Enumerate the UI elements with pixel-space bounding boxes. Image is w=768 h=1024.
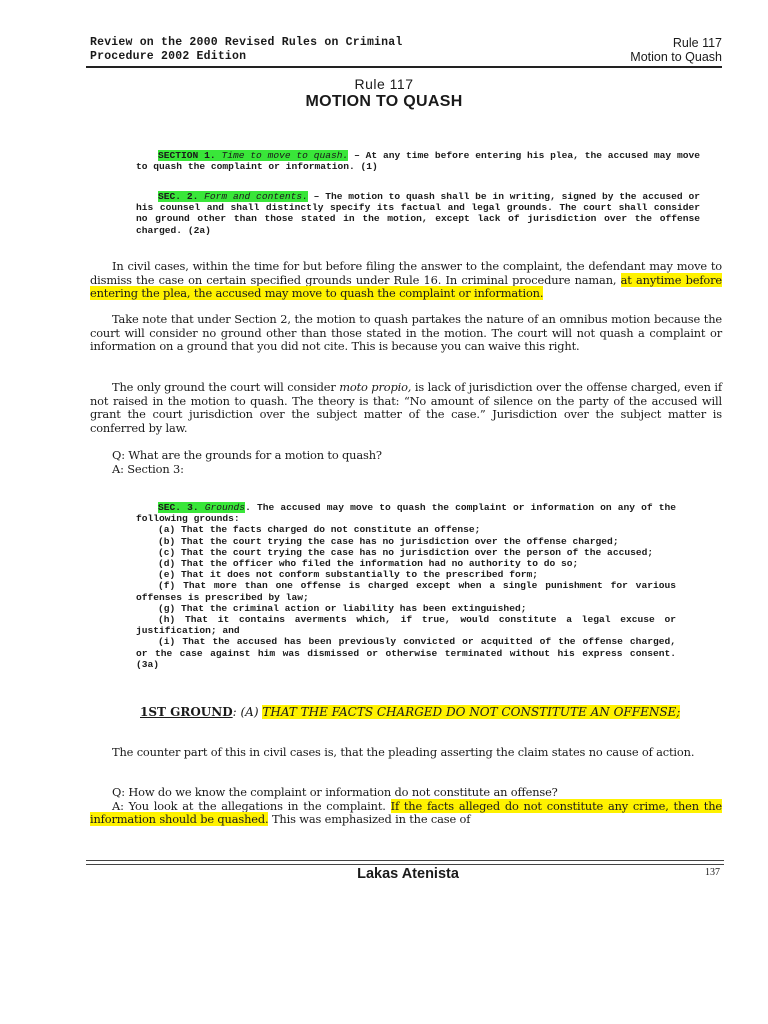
section-2-label-highlight — [158, 191, 308, 202]
section-3-provision — [136, 502, 676, 670]
qa-no-offense-answer-after: This was emphasized in the case of — [268, 812, 471, 827]
section-1-label-highlight — [158, 150, 348, 161]
first-ground-prefix: : (A) — [232, 705, 263, 719]
ground-item-e: (e) That it does not conform substantially to the prescribed form; — [158, 569, 538, 581]
paragraph-civil-counterpart-text: The counter part of this in civil cases is, that the pleading asserting the claim states no cause of action. — [112, 745, 695, 759]
first-ground-highlight: THAT THE FACTS CHARGED DO NOT CONSTITUTE AN OFFENSE; — [262, 705, 681, 719]
section-1-provision — [136, 150, 700, 172]
footer-divider-top — [86, 860, 724, 861]
ground-item-i: (i) That the accused has been previously convicted or acquitted of the offense charged, or the case against him was dismissed or otherwise terminated without his express consent. (3a) — [136, 636, 676, 670]
qa-grounds — [90, 449, 722, 476]
page-number: 137 — [705, 867, 720, 878]
footer-divider-bottom — [86, 864, 724, 865]
ground-item-a: (a) That the facts charged do not constitute an offense; — [158, 524, 481, 536]
ground-item-f: (f) That more than one offense is charged except when a single punishment for various offenses is prescribed by law; — [136, 580, 676, 603]
paragraph-civil-cases — [90, 260, 722, 301]
paragraph-civil-counterpart — [90, 746, 722, 760]
ground-item-d: (d) That the officer who filed the information had no authority to do so; — [158, 558, 579, 570]
header-right-line1: Rule 117 — [672, 36, 722, 50]
section-3-intro: . The accused may move to quash the complaint or information on any of the following grounds: — [136, 502, 676, 525]
ground-item-h: (h) That it contains averments which, if true, would constitute a legal excuse or justification; and — [136, 614, 676, 637]
section-1-text: – At any time before entering his plea, the accused may move to quash the complaint or information. (1) — [136, 150, 700, 173]
ground-item-c: (c) That the court trying the case has no jurisdiction over the person of the accused; — [158, 546, 654, 558]
section-2-heading: Form and contents. — [204, 191, 308, 202]
rule-number-title: Rule 117 — [354, 76, 414, 92]
ground-item-g: (g) That the criminal action or liability has been extinguished; — [158, 602, 527, 614]
header-right-line2: Motion to Quash — [630, 50, 722, 64]
first-ground-label: 1ST GROUND — [140, 705, 233, 719]
section-1-heading: Time to move to quash. — [221, 150, 349, 161]
paragraph-omnibus-motion — [90, 313, 722, 354]
first-ground-heading — [140, 705, 740, 719]
paragraph-moto-propio — [90, 381, 722, 435]
paragraph-moto-propio-after: is lack of jurisdiction over the offense charged, even if not raised in the motion to quash. The theory is that: “No amount of silence on the party of the accused will grant the court jurisdiction over the subject matter of the case.” Jurisdiction over the subject matter is conferred by law. — [90, 380, 722, 435]
page-title: MOTION TO QUASH — [305, 93, 463, 110]
qa-no-offense-answer-highlight: If the facts alleged do not constitute any crime, then the information should be quashed. — [90, 798, 722, 827]
qa-no-offense-answer-before: A: You look at the allegations in the complaint. — [112, 798, 391, 813]
section-3-label: SEC. 3. — [158, 502, 199, 513]
ground-item-b: (b) That the court trying the case has no jurisdiction over the offense charged; — [158, 535, 619, 547]
qa-no-offense-question: Q: How do we know the complaint or information do not constitute an offense? — [112, 785, 558, 799]
paragraph-moto-propio-before: The only ground the court will consider — [112, 380, 340, 394]
header-left-line1: Review on the 2000 Revised Rules on Criminal — [90, 36, 403, 49]
paragraph-civil-cases-text: In civil cases, within the time for but before filing the answer to the complaint, the defendant may move to dismiss the case on certain specified grounds under Rule 16. In criminal procedure naman, — [90, 259, 722, 287]
running-header — [90, 36, 722, 66]
header-divider — [86, 66, 722, 68]
header-rule-ref — [630, 36, 722, 64]
paragraph-civil-cases-highlight: at anytime before entering the plea, the accused may move to quash the complaint or information. — [90, 272, 722, 301]
qa-grounds-answer: A: Section 3: — [112, 461, 184, 476]
header-left-line2: Procedure 2002 Edition — [90, 50, 247, 63]
section-2-label: SEC. 2. — [158, 191, 199, 202]
section-3-label-highlight — [158, 502, 245, 513]
paragraph-omnibus-motion-text: Take note that under Section 2, the motion to quash partakes the nature of an omnibus motion because the court will consider no ground other than those stated in the motion. The court will not quash a complaint or information on a ground that you did not cite. This is because you can waive this right. — [90, 312, 722, 354]
paragraph-moto-propio-italic: moto propio, — [339, 380, 412, 394]
qa-grounds-question: Q: What are the grounds for a motion to quash? — [112, 448, 382, 462]
section-1-label: SECTION 1. — [158, 150, 216, 161]
section-2-provision — [136, 191, 700, 236]
footer-title: Lakas Atenista — [357, 866, 459, 882]
section-2-text: – The motion to quash shall be in writing, signed by the accused or his counsel and shall distinctly specify its factual and legal grounds. The court shall consider no ground other than those stated in the motion, except lack of jurisdiction over the offense charged. (2a) — [136, 191, 700, 236]
header-book-title — [90, 36, 510, 64]
qa-no-offense — [90, 786, 722, 827]
section-3-heading: Grounds — [204, 502, 246, 513]
